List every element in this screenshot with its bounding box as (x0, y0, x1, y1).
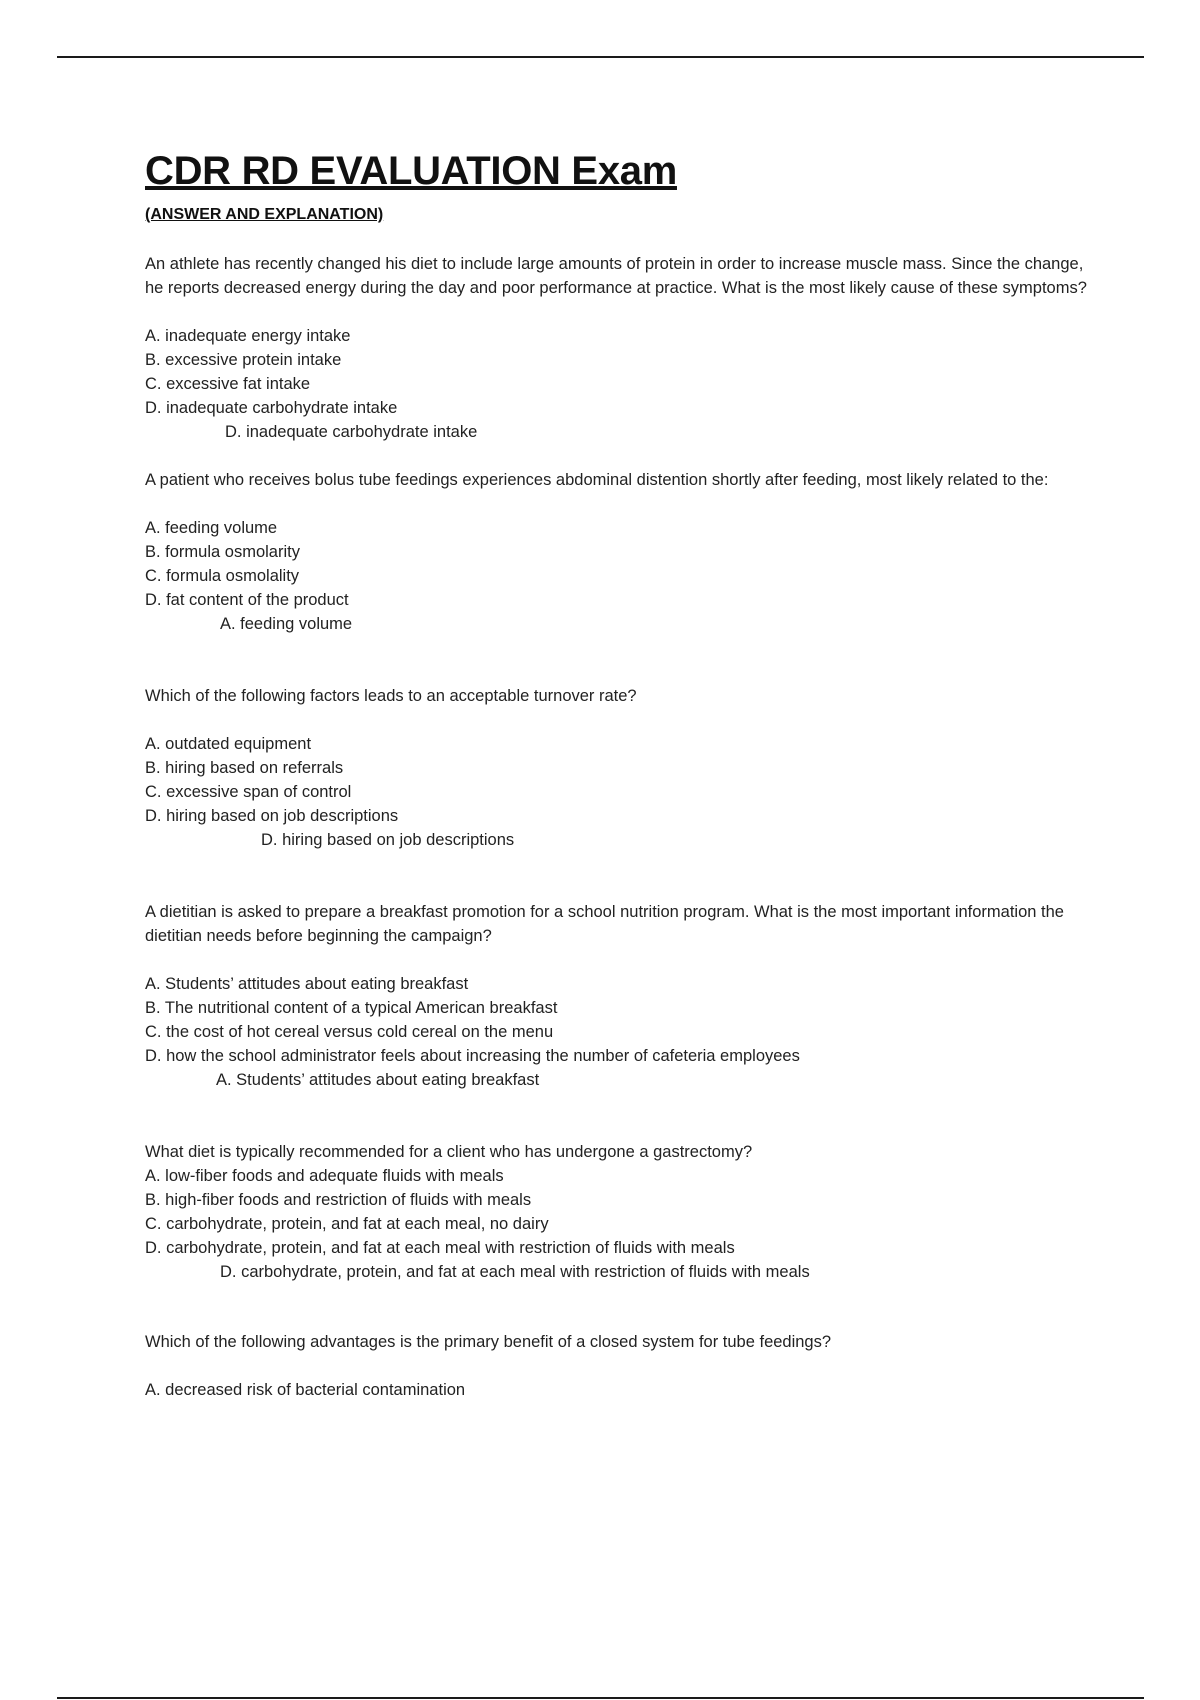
option-d: D. hiring based on job descriptions (145, 807, 399, 825)
question-1 (145, 252, 1095, 444)
question-5 (145, 1140, 1095, 1284)
question-stem: A dietitian is asked to prepare a breakfast promotion for a school nutrition program. What is the most important information the dietitian needs before beginning the campaign? (145, 903, 1064, 945)
answer: D. carbohydrate, protein, and fat at each meal with restriction of fluids with meals (220, 1263, 810, 1281)
option-a: A. inadequate energy intake (145, 327, 351, 345)
option-b: B. high-fiber foods and restriction of fluids with meals (145, 1191, 532, 1209)
document-body (145, 142, 1095, 1402)
option-b: B. The nutritional content of a typical American breakfast (145, 999, 558, 1017)
option-d: D. how the school administrator feels about increasing the number of cafeteria employees (145, 1047, 800, 1065)
option-list (145, 324, 1095, 420)
question-2 (145, 468, 1095, 636)
answer: A. Students’ attitudes about eating breakfast (216, 1071, 540, 1089)
option-b: B. formula osmolarity (145, 543, 300, 561)
option-a: A. low-fiber foods and adequate fluids with meals (145, 1167, 504, 1185)
option-list (145, 1164, 1095, 1260)
answer: A. feeding volume (220, 615, 353, 633)
answer: D. hiring based on job descriptions (261, 831, 515, 849)
option-c: C. formula osmolality (145, 567, 300, 585)
question-stem: An athlete has recently changed his diet to include large amounts of protein in order to increase muscle mass. Since the change, he reports decreased energy during the day and poor performance at practice. What is the most likely cause of these symptoms? (145, 255, 1087, 297)
option-c: C. carbohydrate, protein, and fat at each meal, no dairy (145, 1215, 549, 1233)
option-b: B. excessive protein intake (145, 351, 342, 369)
question-stem: What diet is typically recommended for a client who has undergone a gastrectomy? (145, 1143, 753, 1161)
option-a: A. outdated equipment (145, 735, 312, 753)
option-c: C. the cost of hot cereal versus cold cereal on the menu (145, 1023, 554, 1041)
top-rule (57, 56, 1144, 58)
document-subtitle: (ANSWER AND EXPLANATION) (145, 206, 384, 223)
answer: D. inadequate carbohydrate intake (225, 423, 478, 441)
question-stem: Which of the following factors leads to an acceptable turnover rate? (145, 687, 637, 705)
bottom-rule (57, 1697, 1144, 1699)
document-title: CDR RD EVALUATION Exam (145, 149, 677, 193)
option-a: A. feeding volume (145, 519, 278, 537)
option-d: D. inadequate carbohydrate intake (145, 399, 398, 417)
option-list (145, 516, 1095, 612)
option-a: A. decreased risk of bacterial contamination (145, 1381, 466, 1399)
option-list (145, 972, 1095, 1068)
question-stem: A patient who receives bolus tube feedings experiences abdominal distention shortly after feeding, most likely related to the: (145, 471, 1049, 489)
option-c: C. excessive span of control (145, 783, 352, 801)
option-b: B. hiring based on referrals (145, 759, 344, 777)
option-a: A. Students’ attitudes about eating breakfast (145, 975, 469, 993)
option-d: D. carbohydrate, protein, and fat at each meal with restriction of fluids with meals (145, 1239, 735, 1257)
option-d: D. fat content of the product (145, 591, 349, 609)
question-stem: Which of the following advantages is the primary benefit of a closed system for tube feedings? (145, 1333, 832, 1351)
option-c: C. excessive fat intake (145, 375, 311, 393)
question-6 (145, 1330, 1095, 1402)
option-list (145, 732, 1095, 828)
question-3 (145, 684, 1095, 852)
question-4 (145, 900, 1095, 1092)
option-list (145, 1378, 1095, 1402)
